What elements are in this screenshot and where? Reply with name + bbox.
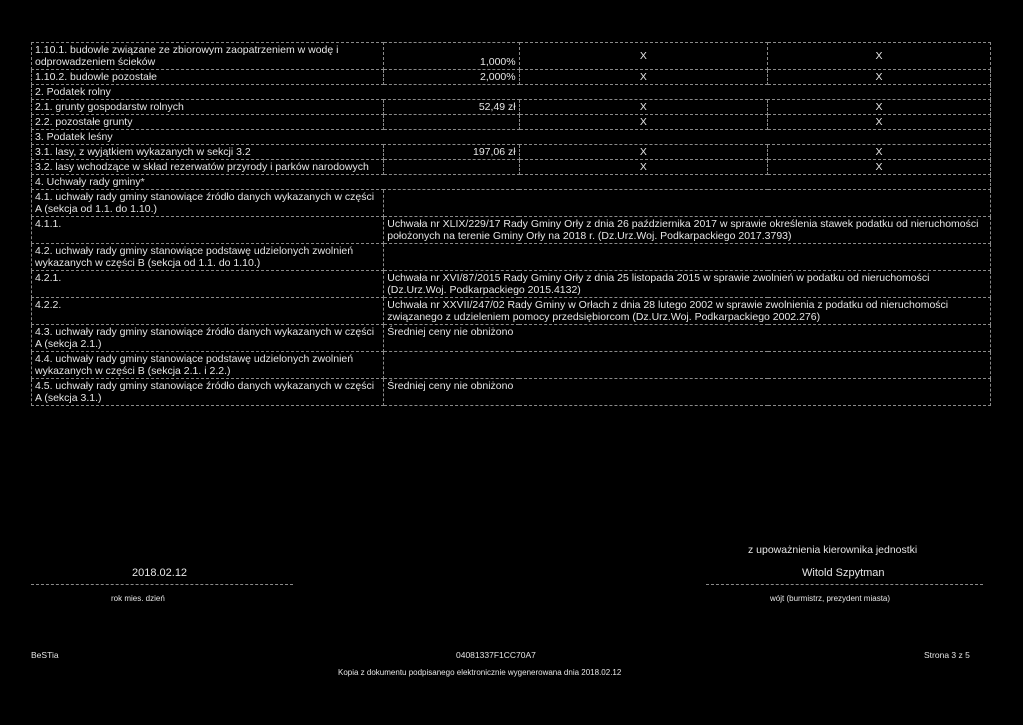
x-mark: X xyxy=(768,115,991,130)
section-heading: 4. Uchwały rady gminy* xyxy=(32,175,991,190)
authorization-text: z upoważnienia kierownika jednostki xyxy=(748,544,918,556)
date-underline xyxy=(31,584,293,585)
date-caption: rok mies. dzień xyxy=(111,594,165,603)
table-row xyxy=(32,217,991,244)
resolution-text: Średniej ceny nie obniżono xyxy=(384,325,991,352)
table-row xyxy=(32,43,991,70)
row-label: 1.10.1. budowle związane ze zbiorowym zaopatrzeniem w wodę i odprowadzeniem ścieków xyxy=(32,43,384,70)
row-label: 4.2.2. xyxy=(32,298,384,325)
row-label: 2.1. grunty gospodarstw rolnych xyxy=(32,100,384,115)
table-row xyxy=(32,244,991,271)
signer-caption: wójt (burmistrz, prezydent miasta) xyxy=(770,594,891,603)
x-mark: X xyxy=(768,70,991,85)
row-label: 4.1. uchwały rady gminy stanowiące źródło danych wykazanych w części A (sekcja od 1.1. do 1.10.) xyxy=(32,190,384,217)
section-heading: 2. Podatek rolny xyxy=(32,85,991,100)
rate-value: 197,06 zł xyxy=(384,145,519,160)
table-row xyxy=(32,160,991,175)
tax-rates-table xyxy=(31,42,991,406)
x-mark: X xyxy=(519,115,767,130)
rate-value: 52,49 zł xyxy=(384,100,519,115)
row-label: 4.1.1. xyxy=(32,217,384,244)
row-label: 4.2.1. xyxy=(32,271,384,298)
table-row xyxy=(32,175,991,190)
rate-value: 2,000% xyxy=(384,70,519,85)
resolution-text xyxy=(384,352,991,379)
x-mark: X xyxy=(768,100,991,115)
row-label: 1.10.2. budowle pozostałe xyxy=(32,70,384,85)
section-heading: 3. Podatek leśny xyxy=(32,130,991,145)
resolution-text: Uchwała nr XVI/87/2015 Rady Gminy Orły z dnia 25 listopada 2015 w sprawie zwolnień w podatku od nieruchomości (Dz.Urz.Woj. Podkarpackiego 2015.4132) xyxy=(384,271,991,298)
x-mark: X xyxy=(519,100,767,115)
resolution-text: Uchwała nr XXVII/247/02 Rady Gminy w Orłach z dnia 28 lutego 2002 w sprawie zwolnienia z podatku od nieruchomości związanego z udzieleniem pomocy przedsiębiorcom (Dz.Urz.Woj. Podkarpackiego 2002.276) xyxy=(384,298,991,325)
table-row xyxy=(32,145,991,160)
rate-value: 1,000% xyxy=(384,43,519,70)
resolution-text xyxy=(384,190,991,217)
copy-note: Kopia z dokumentu podpisanego elektronicznie wygenerowana dnia 2018.02.12 xyxy=(338,668,622,677)
x-mark: X xyxy=(768,160,991,175)
resolution-text xyxy=(384,244,991,271)
row-label: 3.2. lasy wchodzące w skład rezerwatów przyrody i parków narodowych xyxy=(32,160,384,175)
table-row xyxy=(32,130,991,145)
x-mark: X xyxy=(768,145,991,160)
document-id: 04081337F1CC70A7 xyxy=(456,650,536,660)
report-date: 2018.02.12 xyxy=(132,567,188,579)
x-mark: X xyxy=(519,145,767,160)
table-row xyxy=(32,271,991,298)
table-row xyxy=(32,115,991,130)
row-label: 3.1. lasy, z wyjątkiem wykazanych w sekcji 3.2 xyxy=(32,145,384,160)
table-row xyxy=(32,379,991,406)
x-mark: X xyxy=(519,160,767,175)
row-label: 4.5. uchwały rady gminy stanowiące źródło danych wykazanych w części A (sekcja 3.1.) xyxy=(32,379,384,406)
table-row xyxy=(32,190,991,217)
table-row xyxy=(32,298,991,325)
page-number: Strona 3 z 5 xyxy=(924,650,970,660)
table-row xyxy=(32,85,991,100)
row-label: 2.2. pozostałe grunty xyxy=(32,115,384,130)
rate-value xyxy=(384,160,519,175)
row-label: 4.2. uchwały rady gminy stanowiące podstawę udzielonych zwolnień wykazanych w części B (sekcja od 1.1. do 1.10.) xyxy=(32,244,384,271)
row-label: 4.4. uchwały rady gminy stanowiące podstawę udzielonych zwolnień wykazanych w części B (sekcja 2.1. i 2.2.) xyxy=(32,352,384,379)
resolution-text: Uchwała nr XLIX/229/17 Rady Gminy Orły z dnia 26 października 2017 w sprawie określenia stawek podatku od nieruchomości położonych na terenie Gminy Orły na 2018 r. (Dz.Urz.Woj. Podkarpackiego 2017.3793) xyxy=(384,217,991,244)
rate-value xyxy=(384,115,519,130)
table-row xyxy=(32,352,991,379)
x-mark: X xyxy=(519,43,767,70)
row-label: 4.3. uchwały rady gminy stanowiące źródło danych wykazanych w części A (sekcja 2.1.) xyxy=(32,325,384,352)
x-mark: X xyxy=(768,43,991,70)
x-mark: X xyxy=(519,70,767,85)
signature-underline xyxy=(706,584,983,585)
signer-name: Witold Szpytman xyxy=(802,567,885,579)
system-name: BeSTia xyxy=(31,650,59,660)
table-row xyxy=(32,100,991,115)
resolution-text: Średniej ceny nie obniżono xyxy=(384,379,991,406)
table-row xyxy=(32,70,991,85)
table-row xyxy=(32,325,991,352)
